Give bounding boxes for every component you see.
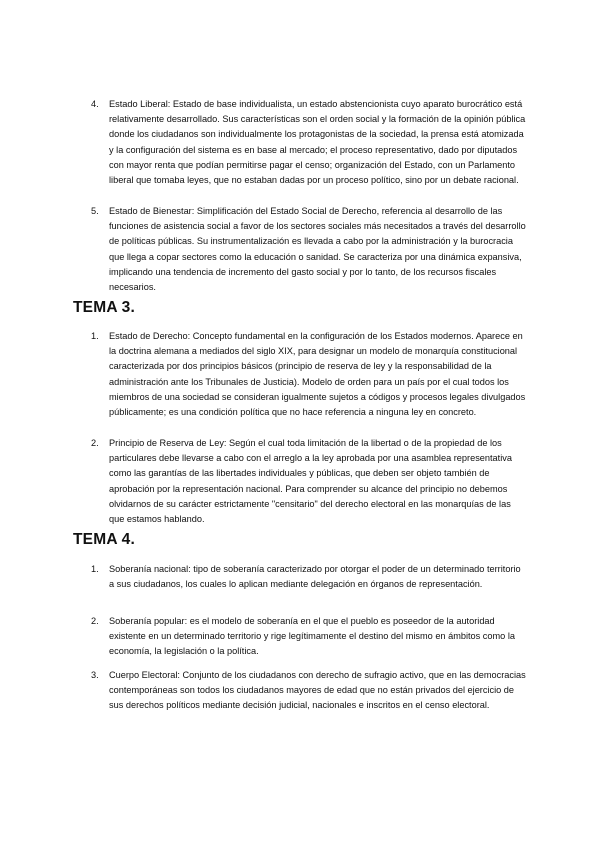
list-item-cuerpo-electoral <box>0 668 527 714</box>
list-item-text: Principio de Reserva de Ley: Según el cual toda limitación de la libertad o de la propiedad de los particulares debe llevarse a cabo con el arreglo a la ley aprobada por una asamblea representativa como las garantías de las libertades individuales y públicas, que deben ser objeto también de aprobación por la representación nacional. Para comprender su alcance del principio no debemos olvidarnos de su carácter estrictamente "censitario" del derecho electoral en las monarquías de las que estamos hablando. <box>109 438 512 525</box>
list-item-text: Estado de Bienestar: Simplificación del Estado Social de Derecho, referencia al desarrollo de las funciones de asistencia social a favor de los sectores sociales más necesitados a través del desarrollo de políticas públicas. Su instrumentalización es llevada a cabo por la administración y la burocracia que llega a copar sectores como la educación o sanidad. Se caracteriza por una dinámica expansiva, implicando una tendencia de incremento del gasto social y por lo tanto, de los recursos fiscales necesarios. <box>109 206 526 293</box>
section-heading-tema3: TEMA 3. <box>73 299 135 316</box>
list-item-text: Soberanía popular: es el modelo de soberanía en el que el pueblo es poseedor de la autoridad existente en un determinado territorio y rige legítimamente el destino del mismo en ámbitos como la economía, la legislación o la política. <box>109 616 515 657</box>
list-item-number: 1. <box>91 564 99 574</box>
list-item-reserva-ley <box>0 436 527 527</box>
list-item-number: 5. <box>91 206 99 216</box>
list-item-number: 3. <box>91 670 99 680</box>
section-heading-tema4: TEMA 4. <box>73 531 135 548</box>
list-item-number: 1. <box>91 331 99 341</box>
list-item-number: 4. <box>91 99 99 109</box>
list-item-text: Estado de Derecho: Concepto fundamental en la configuración de los Estados modernos. Aparece en la doctrina alemana a mediados del siglo XIX, para designar un modelo de monarquía constitucional caracterizada por dos principios básicos (principio de reserva de ley y la responsabilidad de la administración ante los Tribunales de Justicia). Modelo de orden para un país por el cual todos los miembros de una sociedad se consideran igualmente sujetos a códigos y procesos legales divulgados públicamente; es una condición política que no hace referencia a ninguna ley en concreto. <box>109 331 526 418</box>
list-item-number: 2. <box>91 438 99 448</box>
list-item-estado-derecho <box>0 329 527 420</box>
list-item-text: Cuerpo Electoral: Conjunto de los ciudadanos con derecho de sufragio activo, que en las democracias contemporáneas son todos los ciudadanos mayores de edad que no están privados del ejercicio de sus derechos políticos mediante decisión judicial, nacionales e inscritos en el censo electoral. <box>109 670 526 711</box>
list-item-text: Soberanía nacional: tipo de soberanía caracterizado por otorgar el poder de un determinado territorio a sus ciudadanos, los cuales lo aplican mediante delegación en órganos de representación. <box>109 564 521 590</box>
list-item-soberania-popular <box>0 614 527 660</box>
list-item-estado-liberal <box>0 97 527 188</box>
list-item-soberania-nacional <box>0 562 527 592</box>
list-item-estado-bienestar <box>0 204 527 295</box>
list-item-number: 2. <box>91 616 99 626</box>
list-item-text: Estado Liberal: Estado de base individualista, un estado abstencionista cuyo aparato burocrático está relativamente desarrollado. Sus características son el orden social y la formación de la opinión pública donde los ciudadanos son individualmente los protagonistas de la sociedad, la prensa está atomizada y la configuración del sistema es en base al mercado; el proceso representativo, dado por diputados con mayor renta que podían permitirse pagar el censo; organización del Estado, con un Parlamento liberal que tomaba leyes, que no estaban dadas por un proceso político, sino por un debate racional. <box>109 99 526 186</box>
